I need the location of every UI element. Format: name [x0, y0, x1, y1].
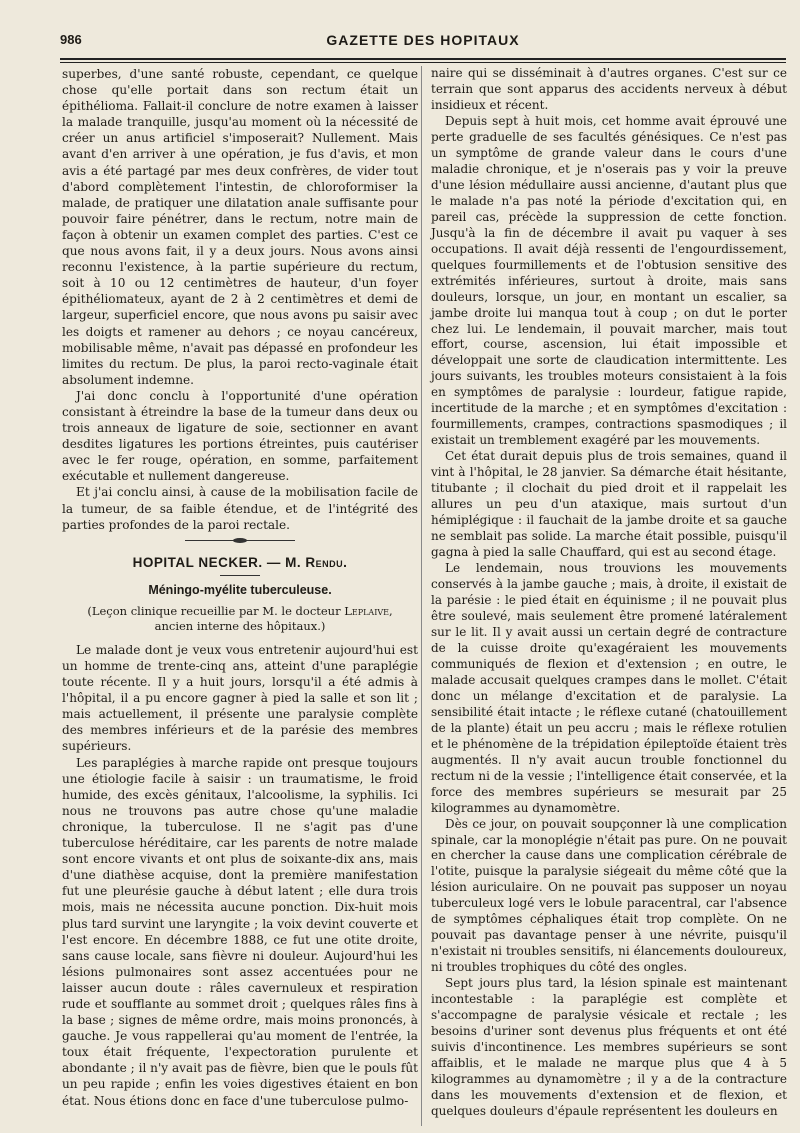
- section-separator: [185, 540, 295, 541]
- paragraph: Depuis sept à huit mois, cet homme avait éprouvé une perte graduelle de ses facultés génésiques. Ce n'est pas un symptôme de grande valeur dans le cours d'une maladie chronique, et je n'oserais pas y voir la preuve d'une lésion médullaire aussi ancienne, d'autant plus que le malade n'a pas noté la période d'excitation qui, en pareil cas, précède la suppression de cette fonction. Jusqu'à la fin de décembre il avait pu vaquer à ses occupations. Il avait déjà ressenti de l'engourdissement, quelques fourmillements et de l'obtusion sensitive des extrémités inférieures, surtout à droite, mais sans douleurs, lorsque, un jour, en montant un escalier, sa jambe droite lui manqua tout à coup ; on dut le porter chez lui. Le lendemain, il pouvait marcher, mais tout effort, course, ascension, lui était impossible et développait une sorte de claudication intermittente. Les jours suivants, les troubles moteurs consistaient à la fois en symptômes de paralysie : lourdeur, fatigue rapide, incertitude de la marche ; et en symptômes d'excitation : fourmillements, crampes, contractions spasmodiques ; il existait un tremblement exagéré par les mouvements.: [431, 113, 787, 448]
- paragraph: naire qui se disséminait à d'autres organes. C'est sur ce terrain que sont apparus des accidents nerveux à début insidieux et récent.: [431, 66, 787, 112]
- journal-title: GAZETTE DES HOPITAUX: [326, 32, 520, 48]
- lecture-author: Leplaive,: [344, 603, 393, 618]
- lecture-suffix: ancien interne des hôpitaux.): [154, 618, 326, 633]
- header-rule-thin: [60, 62, 786, 63]
- paragraph: Cet état durait depuis plus de trois semaines, quand il vint à l'hôpital, le 28 janvier. Sa démarche était hésitante, titubante ; il clochait du pied droit et il rappelait les allures un peu d'un ataxique, mais surtout d'un hémiplégique : il fauchait de la jambe droite et sa gauche ne semblait pas solide. La marche était possible, puisqu'il gagna à pied la salle Chauffard, qui est au second étage.: [431, 449, 787, 560]
- left-column: [62, 66, 418, 1109]
- paragraph: Et j'ai conclu ainsi, à cause de la mobilisation facile de la tumeur, de sa faible étendue, et de l'intégrité des parties profondes de la paroi rectale.: [62, 485, 418, 532]
- heading-rule: [220, 575, 260, 576]
- paragraph: Le lendemain, nous trouvions les mouvements conservés à la jambe gauche ; mais, à droite, il existait de la parésie : le pied était en équinisme ; il ne pouvait plus être soulevé, mais seulement être promené latéralement sur le lit. Il y avait aussi un certain degré de contracture de la cuisse droite qu'exagéraient les mouvements communiqués de flexion et d'extension ; en outre, le malade accusait quelques crampes dans le mollet. C'était donc un mélange d'excitation et de paralysie. La sensibilité était intacte ; le réflexe cutané (chatouillement de la plante) était un peu accru ; mais le réflexe rotulien et le phénomène de la trépidation épileptoïde étaient très augmentés. Il n'y avait aucun trouble fonctionnel du rectum ni de la vessie ; l'intelligence était conservée, et la force des membres supérieurs se mesurait par 25 kilogrammes au dynamomètre.: [431, 561, 787, 815]
- paragraph: Les paraplégies à marche rapide ont presque toujours une étiologie facile à saisir : un traumatisme, le froid humide, des excès génitaux, l'alcoolisme, la syphilis. Ici nous ne trouvons pas autre chose qu'une maladie chronique, la tuberculose. Il ne s'agit pas d'une tuberculose héréditaire, car les parents de notre malade sont encore vivants et ont plus de soixante-dix ans, mais d'une diathèse acquise, dont la première manifestation fut une pleurésie gauche à début latent ; elle dura trois mois, mais ne nécessita aucune ponction. Dix-huit mois plus tard survint une laryngite ; la voix devint couverte et l'est encore. En décembre 1888, ce fut une otite droite, sans cause locale, sans fièvre ni douleur. Aujourd'hui les lésions pulmonaires sont assez accentuées pour ne laisser aucun doute : râles cavernuleux et respiration rude et soufflante au sommet droit ; quelques râles fins à la base ; signes de même ordre, mais moins prononcés, à gauche. Je vous rappellerai qu'au moment de l'entrée, la toux était fréquente, l'expectoration purulente et abondante ; il n'y avait pas de fièvre, bien que le pouls fût un peu rapide ; enfin les voies digestives étaient en bon état. Nous étions donc en face d'une tuberculose pulmo-: [62, 755, 418, 1108]
- paragraph: Le malade dont je veux vous entretenir aujourd'hui est un homme de trente-cinq ans, atteint d'une paraplégie toute récente. Il y a huit jours, lorsqu'il a été admis à l'hôpital, il a pu encore gagner à pied la salle et son lit ; mais actuellement, il présente une paralysie complète des membres inférieurs et de la parésie des membres supérieurs.: [62, 642, 418, 754]
- paragraph: Sept jours plus tard, la lésion spinale est maintenant incontestable : la paraplégie est complète et s'accompagne de paralysie vésicale et rectale ; les besoins d'uriner sont devenus plus fréquents et ont été suivis d'incontinence. Les membres supérieurs se sont affaiblis, et le malade ne marque plus que 4 à 5 kilogrammes au dynamomètre ; il y a de la contracture dans les mouvements d'extension et de flexion, et quelques douleurs d'épaule représentent les douleurs en: [431, 976, 787, 1118]
- header-rule-thick: [60, 58, 786, 60]
- column-divider: [421, 66, 422, 1126]
- lecture-note: [62, 604, 418, 634]
- article-title: Méningo-myélite tuberculeuse.: [148, 582, 332, 597]
- paragraph: J'ai donc conclu à l'opportunité d'une opération consistant à étreindre la base de la tumeur dans deux ou trois anneaux de ligature de soie, sectionner en avant desdites ligatures les portions étreintes, puis cautériser avec le fer rouge, opération, en somme, parfaitement exécutable et nullement dangereuse.: [62, 388, 418, 484]
- section-heading: [62, 555, 418, 571]
- lecture-prefix: (Leçon clinique recueillie par M. le docteur: [87, 603, 341, 618]
- right-column: [431, 66, 787, 1120]
- paragraph: Dès ce jour, on pouvait soupçonner là une complication spinale, car la monoplégie n'était pas pure. On ne pouvait en chercher la cause dans une complication cérébrale de l'otite, puisque la paralysie siégeait du même côté que la lésion auriculaire. On ne pouvait pas supposer un noyau tuberculeux logé vers le lobule paracentral, car l'absence de symptômes céphaliques était trop complète. On ne pouvait pas davantage penser à une névrite, puisqu'il n'existait ni troubles sensitifs, ni élancements douloureux, ni troubles trophiques du côté des ongles.: [431, 816, 787, 975]
- hospital-title: HOPITAL NECKER. — M.: [132, 554, 302, 570]
- page-header: [60, 30, 786, 54]
- section-author: Rendu.: [305, 554, 348, 570]
- page-number: 986: [60, 32, 82, 47]
- paragraph: superbes, d'une santé robuste, cependant, ce quelque chose qu'elle portait dans son rectum était un épithélioma. Fallait-il conclure de notre examen à laisser la malade tranquille, jusqu'au moment où la nécessité de créer un anus artificiel s'imposerait? Nullement. Mais avant d'en arriver à une opération, je fus d'avis, et mon avis a été partagé par mes deux confrères, de vider tout d'abord complètement l'intestin, de chloroformiser la malade, de pratiquer une dilatation anale suffisante pour pouvoir faire pénétrer, dans le rectum, notre main de façon à obtenir un examen complet des parties. C'est ce que nous avons fait, il y a deux jours. Nous avons ainsi reconnu l'existence, à la partie supérieure du rectum, soit à 10 ou 12 centimètres de hauteur, d'un foyer épithéliomateux, ayant de 2 à 2 centimètres et demi de largeur, superficiel encore, que nous avons pu saisir avec les doigts et ramener au dehors ; ce noyau cancéreux, mobilisable même, n'avait pas dépassé en profondeur les limites du rectum. De plus, la paroi recto-vaginale était absolument indemne.: [62, 67, 418, 387]
